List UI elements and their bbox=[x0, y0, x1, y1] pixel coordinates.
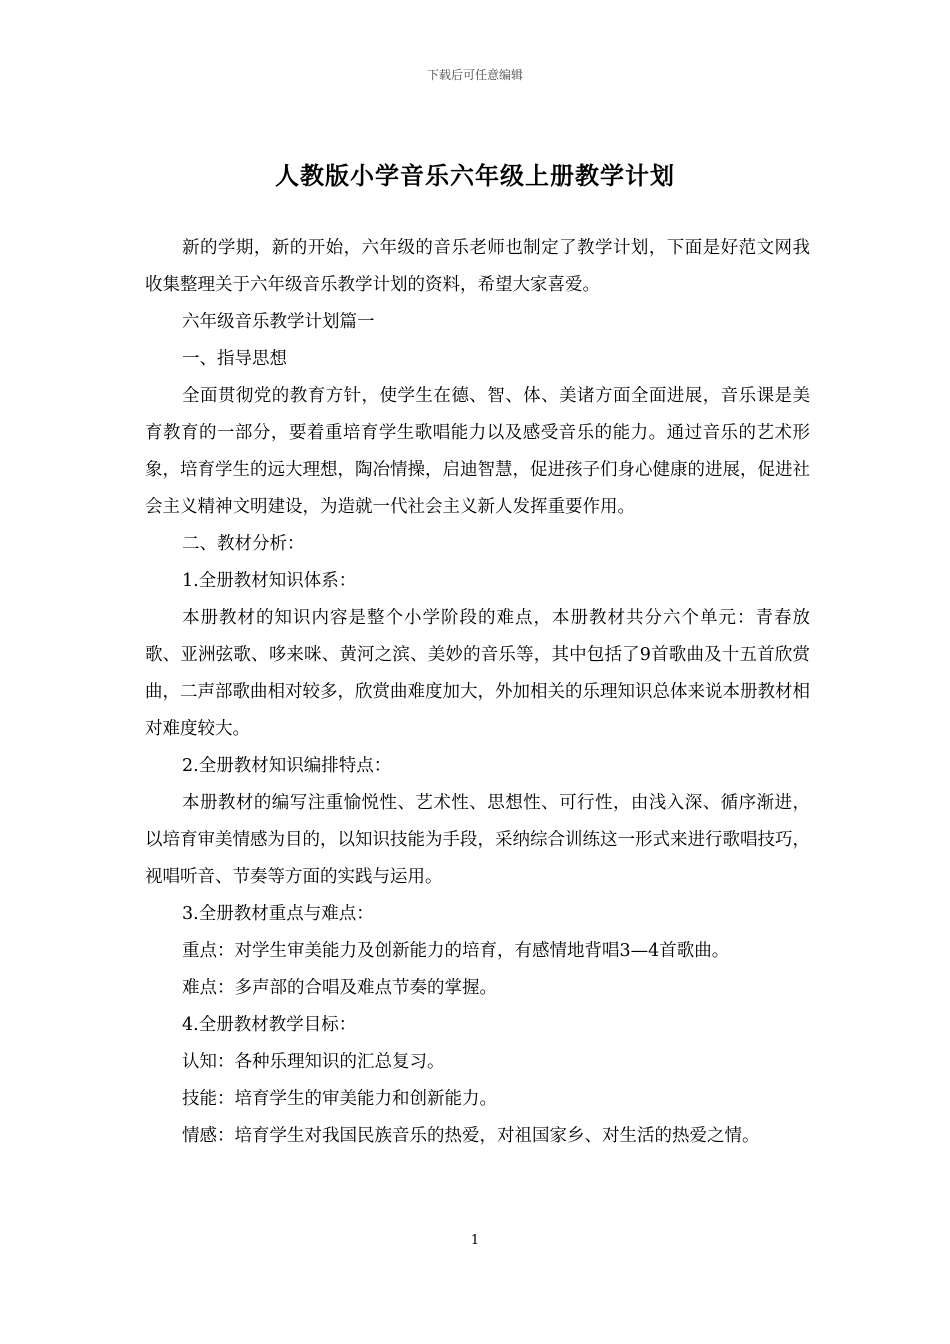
paragraph-heading-key-points: 3.全册教材重点与难点： bbox=[182, 904, 374, 924]
page-number: 1 bbox=[470, 1233, 480, 1248]
paragraph-heading-objectives: 4.全册教材教学目标： bbox=[182, 1015, 357, 1035]
paragraph-heading-arrangement: 2.全册教材知识编排特点： bbox=[182, 756, 392, 776]
paragraph-section-heading: 六年级音乐教学计划篇一 bbox=[182, 312, 375, 332]
paragraph-heading-material-analysis: 二、教材分析： bbox=[182, 534, 305, 554]
paragraph-guiding-thought: 全面贯彻党的教育方针，使学生在德、智、体、美诸方面全面进展，音乐课是美育教育的一部分，要着重培育学生歌唱能力以及感受音乐的能力。通过音乐的艺术形象，培育学生的远大理想，陶冶情操，启迪智慧，促进孩子们身心健康的进展，促进社会主义精神文明建设，为造就一代社会主义新人发挥重要作用。 bbox=[145, 386, 810, 517]
paragraph-intro: 新的学期，新的开始，六年级的音乐老师也制定了教学计划，下面是好范文网我收集整理关于六年级音乐教学计划的资料，希望大家喜爱。 bbox=[145, 238, 810, 295]
paragraph-objective-skills: 技能：培育学生的审美能力和创新能力。 bbox=[182, 1089, 497, 1109]
page-header: 下载后可任意编辑 bbox=[426, 68, 523, 82]
paragraph-objective-cognition: 认知：各种乐理知识的汇总复习。 bbox=[182, 1052, 445, 1072]
paragraph-arrangement: 本册教材的编写注重愉悦性、艺术性、思想性、可行性，由浅入深、循序渐进，以培育审美情感为目的，以知识技能为手段，采纳综合训练这一形式来进行歌唱技巧，视唱听音、节奏等方面的实践与运用。 bbox=[145, 793, 810, 887]
paragraph-key-points: 重点：对学生审美能力及创新能力的培育，有感情地背唱3—4首歌曲。 bbox=[182, 941, 730, 961]
paragraph-heading-guiding-thought: 一、指导思想 bbox=[182, 349, 287, 369]
paragraph-objective-emotion: 情感：培育学生对我国民族音乐的热爱，对祖国家乡、对生活的热爱之情。 bbox=[182, 1126, 760, 1146]
document-body bbox=[145, 230, 810, 1155]
paragraph-knowledge-system: 本册教材的知识内容是整个小学阶段的难点，本册教材共分六个单元：青春放歌、亚洲弦歌、哆来咪、黄河之滨、美妙的音乐等，其中包括了9首歌曲及十五首欣赏曲，二声部歌曲相对较多，欣赏曲难度加大，外加相关的乐理知识总体来说本册教材相对难度较大。 bbox=[145, 608, 810, 739]
document-title: 人教版小学音乐六年级上册教学计划 bbox=[275, 161, 675, 190]
paragraph-heading-knowledge-system: 1.全册教材知识体系： bbox=[182, 571, 357, 591]
paragraph-difficulties: 难点：多声部的合唱及难点节奏的掌握。 bbox=[182, 978, 497, 998]
